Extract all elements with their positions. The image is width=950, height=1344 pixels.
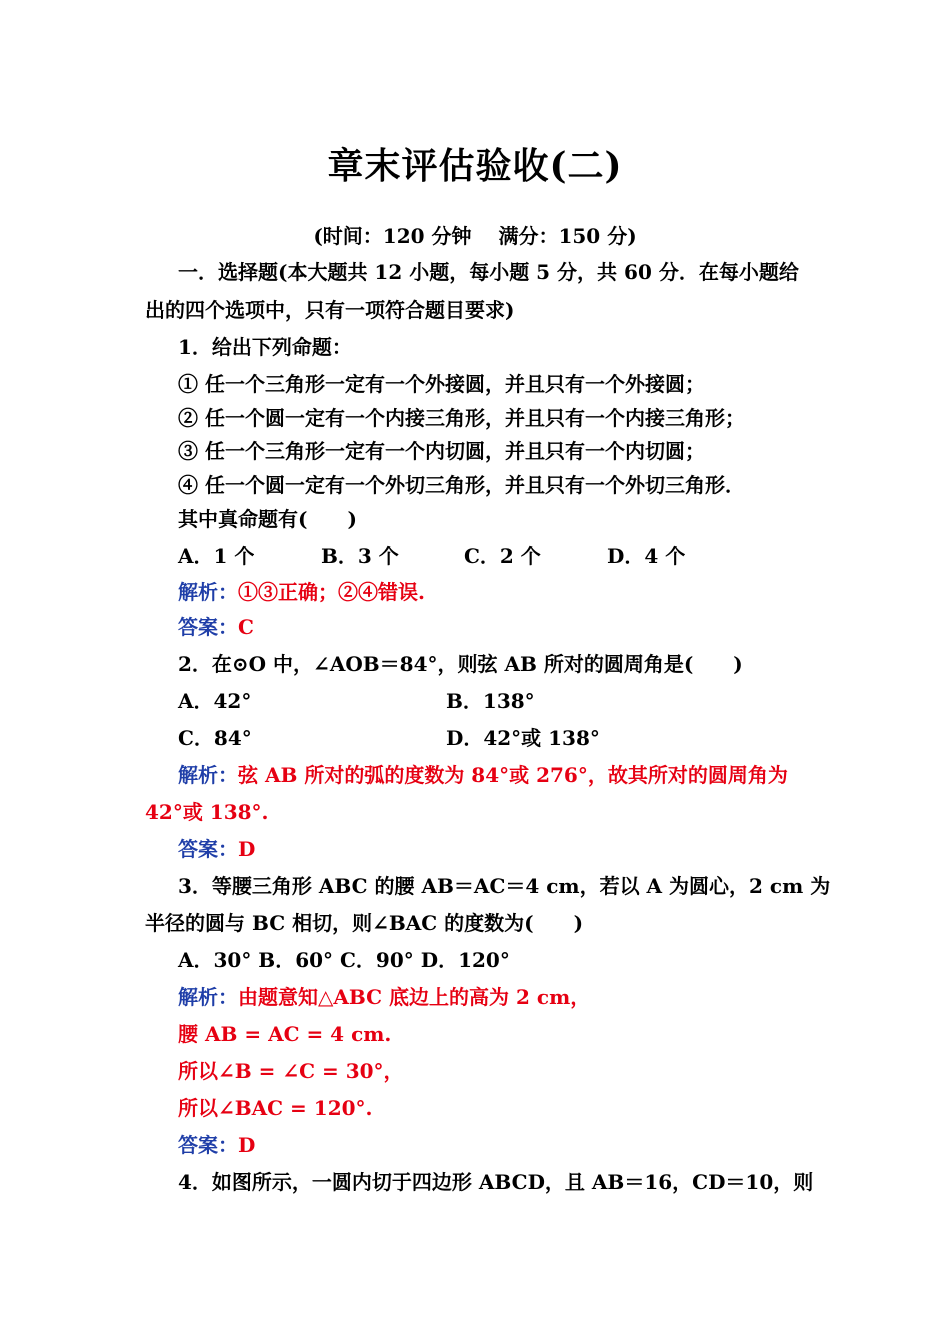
q2-option-c: C．84° — [178, 726, 252, 750]
answer-label: 答案： — [178, 615, 238, 639]
q1-option-c: C．2 个 — [464, 544, 541, 568]
answer-label: 答案： — [178, 1133, 238, 1157]
answer-label: 答案： — [178, 837, 238, 861]
analysis-label: 解析： — [178, 580, 238, 604]
q3-analysis-text1: 由题意知△ABC 底边上的高为 2 cm， — [238, 985, 591, 1009]
q4-stem-line1: 4．如图所示，一圆内切于四边形 ABCD，且 AB＝16，CD＝10，则 — [178, 1170, 814, 1194]
q1-analysis — [178, 578, 810, 606]
q2-analysis-line1 — [178, 761, 810, 789]
q2-answer-text: D — [238, 837, 256, 861]
q1-stem: 1．给出下列命题： — [178, 335, 352, 359]
q2-option-d: D．42°或 138° — [446, 726, 600, 750]
q3-analysis-line3: 所以∠B = ∠C = 30°， — [178, 1059, 404, 1083]
q1-option-b: B．3 个 — [321, 544, 399, 568]
q1-item-4: ④ 任一个圆一定有一个外切三角形，并且只有一个外切三角形． — [178, 473, 745, 497]
q2-answer — [178, 835, 810, 863]
analysis-label: 解析： — [178, 763, 238, 787]
q1-item-1: ① 任一个三角形一定有一个外接圆，并且只有一个外接圆； — [178, 372, 705, 396]
section-heading-line1: 一．选择题(本大题共 12 小题，每小题 5 分，共 60 分．在每小题给 — [178, 260, 799, 284]
q1-option-d: D．4 个 — [607, 544, 686, 568]
q1-ask: 其中真命题有( ) — [178, 507, 357, 531]
q1-answer-text: C — [238, 615, 254, 639]
q1-item-3: ③ 任一个三角形一定有一个内切圆，并且只有一个内切圆； — [178, 439, 705, 463]
q3-answer — [178, 1131, 810, 1159]
q3-analysis-line4: 所以∠BAC = 120°. — [178, 1096, 373, 1120]
q3-analysis-line1 — [178, 983, 810, 1011]
q1-option-a: A．1 个 — [178, 544, 255, 568]
section-heading-line2: 出的四个选项中，只有一项符合题目要求) — [145, 298, 515, 322]
q2-stem: 2．在⊙O 中，∠AOB＝84°，则弦 AB 所对的圆周角是( ) — [178, 652, 743, 676]
q3-analysis-line2: 腰 AB = AC = 4 cm. — [178, 1022, 392, 1046]
q1-item-2: ② 任一个圆一定有一个内接三角形，并且只有一个内接三角形； — [178, 406, 745, 430]
q3-stem-line1: 3．等腰三角形 ABC 的腰 AB＝AC＝4 cm，若以 A 为圆心，2 cm 为 — [178, 874, 831, 898]
q2-analysis-text1: 弦 AB 所对的弧的度数为 84°或 276°，故其所对的圆周角为 — [238, 763, 788, 787]
q2-option-a: A．42° — [178, 689, 252, 713]
q2-option-b: B．138° — [446, 689, 535, 713]
analysis-label: 解析： — [178, 985, 238, 1009]
q2-analysis-line2: 42°或 138°. — [145, 800, 269, 824]
exam-meta: (时间：120 分钟 满分：150 分) — [313, 224, 637, 248]
q1-answer — [178, 613, 810, 641]
q3-stem-line2: 半径的圆与 BC 相切，则∠BAC 的度数为( ) — [145, 911, 584, 935]
page-title: 章末评估验收(二) — [327, 145, 623, 187]
q1-analysis-text: ①③正确；②④错误. — [238, 580, 425, 604]
q3-options: A．30° B．60° C．90° D．120° — [178, 948, 510, 972]
q3-answer-text: D — [238, 1133, 256, 1157]
